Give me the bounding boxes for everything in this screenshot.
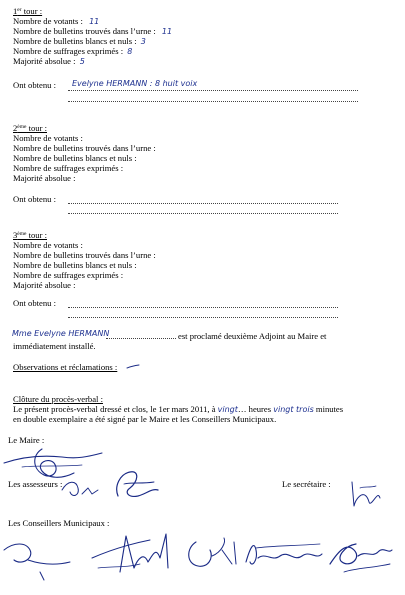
cloture-hour: vingt bbox=[217, 405, 238, 414]
assesseurs-signature bbox=[58, 466, 168, 506]
observations-label: Observations et réclamations : bbox=[13, 362, 118, 372]
tour1-obtenu-label: Ont obtenu : bbox=[13, 80, 56, 90]
cloture-line-1: Le présent procès-verbal dressé et clos, le 1er mars 2011, à vingt… heures vingt trois minutes bbox=[13, 404, 344, 414]
tour1-blancs-value: 3 bbox=[140, 37, 146, 46]
proclamation-name: Mme Evelyne HERMANN bbox=[12, 329, 110, 338]
conseillers-label: Les Conseillers Municipaux : bbox=[8, 518, 110, 528]
tour3-obtenu-dots-2 bbox=[68, 317, 338, 318]
tour3-obtenu-dots bbox=[68, 307, 338, 308]
conseillers-signatures bbox=[0, 528, 405, 590]
tour1-majorite-value: 5 bbox=[79, 57, 85, 66]
tour3-urne: Nombre de bulletins trouvés dans l’urne : bbox=[13, 250, 156, 260]
tour3-heading: 3ème tour : bbox=[13, 230, 47, 240]
tour2-obtenu-dots-2 bbox=[68, 213, 338, 214]
tour3-majorite: Majorité absolue : bbox=[13, 280, 76, 290]
tour3-votants: Nombre de votants : bbox=[13, 240, 83, 250]
tour1-urne-value: 11 bbox=[161, 27, 173, 36]
tour1-obtenu-dots-2 bbox=[68, 101, 358, 102]
cloture-line-2: en double exemplaire a été signé par le Maire et les Conseillers Municipaux. bbox=[13, 414, 277, 424]
tour2-votants: Nombre de votants : bbox=[13, 133, 83, 143]
secretaire-signature bbox=[346, 478, 386, 512]
tour1-exprimes: Nombre de suffrages exprimés : 8 bbox=[13, 46, 133, 56]
tour3-exprimes: Nombre de suffrages exprimés : bbox=[13, 270, 124, 280]
proclamation-text-2: immédiatement installé. bbox=[13, 341, 96, 351]
tour2-exprimes: Nombre de suffrages exprimés : bbox=[13, 163, 124, 173]
tour2-blancs: Nombre de bulletins blancs et nuls : bbox=[13, 153, 137, 163]
tour2-majorite: Majorité absolue : bbox=[13, 173, 76, 183]
tour1-heading: 1er tour : bbox=[13, 6, 43, 16]
assesseurs-label: Les assesseurs : bbox=[8, 479, 63, 489]
cloture-heading: Clôture du procès-verbal : bbox=[13, 394, 103, 404]
maire-label: Le Maire : bbox=[8, 435, 45, 445]
tour2-obtenu-label: Ont obtenu : bbox=[13, 194, 56, 204]
tour1-urne: Nombre de bulletins trouvés dans l’urne : 11 bbox=[13, 26, 173, 36]
tour1-blancs: Nombre de bulletins blancs et nuls : 3 bbox=[13, 36, 146, 46]
proclamation-text-1: est proclamé deuxième Adjoint au Maire et bbox=[178, 331, 327, 341]
observations-dash-mark bbox=[126, 364, 140, 370]
tour2-heading: 2ème tour : bbox=[13, 123, 47, 133]
tour1-votants-value: 11 bbox=[89, 17, 100, 26]
tour1-exprimes-value: 8 bbox=[127, 47, 133, 56]
secretaire-label: Le secrétaire : bbox=[282, 479, 331, 489]
cloture-minutes: vingt trois bbox=[273, 405, 314, 414]
tour3-blancs: Nombre de bulletins blancs et nuls : bbox=[13, 260, 137, 270]
tour1-majorite: Majorité absolue : 5 bbox=[13, 56, 85, 66]
tour2-urne: Nombre de bulletins trouvés dans l’urne : bbox=[13, 143, 156, 153]
tour3-obtenu-label: Ont obtenu : bbox=[13, 298, 56, 308]
tour1-obtenu-value: Evelyne HERMANN : 8 huit voix bbox=[72, 79, 198, 88]
tour1-obtenu-dots bbox=[68, 90, 358, 91]
tour2-obtenu-dots bbox=[68, 203, 338, 204]
tour1-votants: Nombre de votants : 11 bbox=[13, 16, 100, 26]
proclamation-dots bbox=[106, 338, 176, 339]
